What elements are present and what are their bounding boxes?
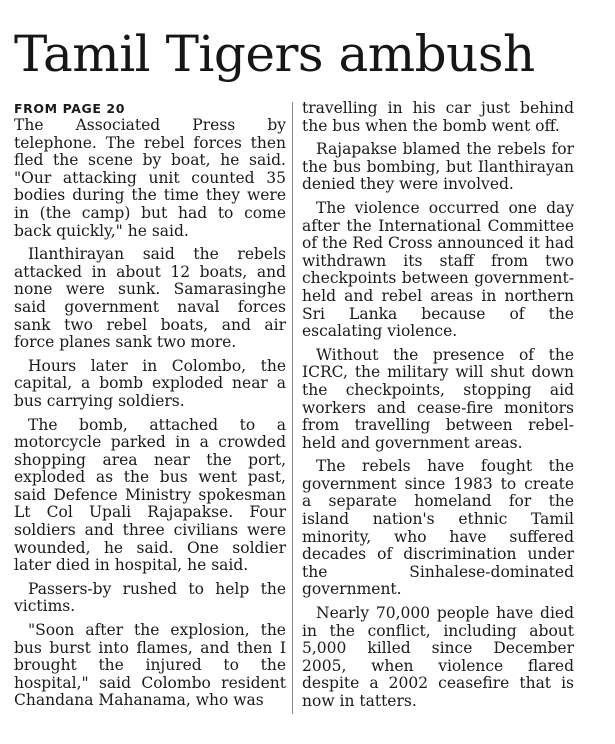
paragraph: Passers-by rushed to help the victims. — [14, 579, 286, 616]
headline: Tamil Tigers ambush — [14, 25, 535, 83]
paragraph: Rajapakse blamed the rebels for the bus bombing, but Ilanthirayan denied they were involved. — [302, 140, 574, 194]
paragraph: Without the presence of the ICRC, the military will shut down the checkpoints, stopping aid workers and cease-fire monitors from travelling between rebel-held and government areas. — [302, 345, 574, 452]
paragraph: Ilanthirayan said the rebels attacked in about 12 boats, and none were sunk. Samarasinghe said government naval forces sank two rebel boats, and air force planes sank two more. — [14, 245, 286, 352]
paragraph: The rebels have fought the government since 1983 to create a separate homeland for the island nation's ethnic Tamil minority, who have suffered decades of discrimination under the Sinhalese-dominated government. — [302, 457, 574, 599]
column-divider — [292, 102, 293, 714]
paragraph: Hours later in Colombo, the capital, a bomb exploded near a bus carrying soldiers. — [14, 356, 286, 410]
right-column — [302, 100, 574, 717]
paragraph: The violence occurred one day after the International Committee of the Red Cross announced it had withdrawn its staff from two checkpoints between government-held and rebel areas in northern Sri Lanka because of the escalating violence. — [302, 198, 574, 341]
paragraph: Nearly 70,000 people have died in the conflict, including about 5,000 killed since December 2005, when violence flared despite a 2002 ceasefire that is now in tatters. — [302, 604, 574, 710]
paragraph: The bomb, attached to a motorcycle parked in a crowded shopping area near the port, exploded as the bus went past, said Defence Ministry spokesman Lt Col Upali Rajapakse. Four soldiers and three civilians were wounded, he said. One soldier later died in hospital, he said. — [14, 415, 286, 575]
paragraph: travelling in his car just behind the bus when the bomb went off. — [302, 99, 574, 135]
paragraph: "Soon after the explosion, the bus burst into flames, and then I brought the injured to the hospital," said Colombo resident Chandana Mahanama, who was — [14, 621, 286, 710]
paragraph: The Associated Press by telephone. The rebel forces then fled the scene by boat, he said. "Our attacking unit counted 35 bodies during the time they were in (the camp) but had to come back quickly," he said. — [14, 116, 286, 240]
left-column — [14, 100, 286, 716]
kicker: FROM PAGE 20 — [14, 101, 126, 116]
